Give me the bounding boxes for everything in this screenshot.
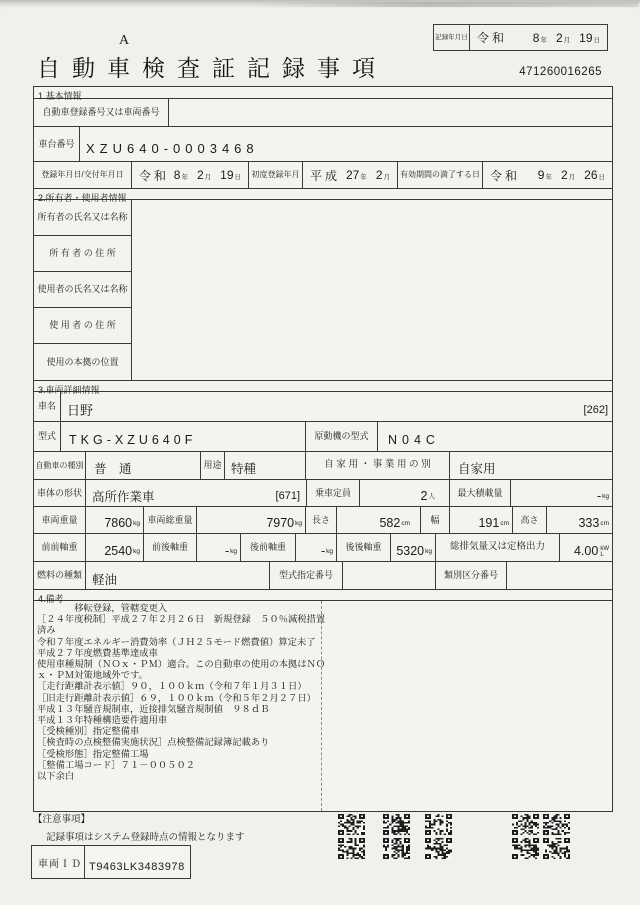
use-label: 用途	[201, 452, 225, 479]
type-approval-label: 型式指定番号	[270, 562, 343, 589]
base-location-label: 使用の本拠の位置	[34, 344, 132, 380]
engine-model-label: 原動機の型式	[306, 422, 378, 451]
vehicle-kind-label: 自動車の種別	[34, 452, 86, 479]
type-approval-value	[343, 562, 436, 589]
remarks-divider	[321, 601, 322, 811]
gross-weight-label: 車両総重量	[144, 507, 197, 533]
remark-line: 以下余白	[37, 771, 75, 782]
qr-code	[543, 814, 570, 835]
weight-row	[34, 507, 612, 534]
width-label: 幅	[421, 507, 450, 533]
owner-address-row	[34, 236, 612, 272]
vehicle-id-label: 車両ＩＤ	[32, 846, 85, 878]
record-date-label: 記録年月日	[434, 25, 470, 50]
axle-ff-value: 2540 kg	[86, 534, 144, 561]
axle-fr-label: 前後軸重	[144, 534, 197, 561]
qr-code	[383, 814, 410, 835]
remark-line: 平成１３年騒音規制車，近接排気騒音規制値 ９８ｄＢ	[37, 703, 270, 714]
dates-row	[34, 162, 612, 188]
expiry-label: 有効期間の満了する日	[398, 162, 483, 188]
user-name-label: 使用者の氏名又は名称	[34, 272, 132, 308]
displacement-value: 4.00 kW L	[573, 544, 609, 558]
main-table	[33, 86, 613, 812]
width-value: 191 cm	[450, 507, 513, 533]
owner-name-value	[132, 200, 612, 236]
remark-line: 移転登録，管轄変更入	[37, 603, 168, 613]
notice-text: 記録事項はシステム登録時点の情報となります	[46, 832, 245, 843]
body-shape-row	[34, 480, 612, 507]
vehicle-weight-value: 7860 kg	[86, 507, 144, 533]
height-label: 高さ	[513, 507, 547, 533]
fuel-row	[34, 562, 612, 589]
class-code-label: 類別区分番号	[436, 562, 507, 589]
owner-name-label: 所有者の氏名又は名称	[34, 200, 132, 236]
chassis-label: 車台番号	[34, 127, 80, 161]
vehicle-kind-value: 普 通	[86, 452, 201, 479]
capacity-value: 2 人	[360, 480, 450, 506]
use-value: 特種	[225, 452, 306, 479]
vehicle-kind-row	[34, 452, 612, 480]
record-date-box	[433, 24, 608, 51]
capacity-label: 乗車定員	[307, 480, 360, 506]
qr-code	[425, 838, 452, 859]
remark-line: 済み	[37, 625, 56, 636]
remarks-box	[34, 601, 612, 811]
remark-line: ［検査時の点検整備実施状況］点検整備記録簿記載あり	[37, 737, 270, 748]
chassis-value: XZU640-0003468	[86, 140, 259, 156]
remark-line: ［走行距離計表示値］９０，１００ｋｍ（令和７年１月３１日）	[37, 681, 307, 692]
scan-artifact	[250, 2, 638, 7]
base-location-row	[34, 344, 612, 380]
remark-line: 平成１３年特種構造要件適用車	[37, 715, 168, 726]
user-name-value	[132, 272, 612, 308]
qr-code	[512, 814, 539, 835]
section3-header: 3.車両詳細情報	[34, 380, 612, 392]
first-reg-value: 平成 27 年 2 月	[303, 162, 398, 188]
base-location-value	[132, 344, 612, 380]
car-name-value: 日野	[67, 403, 94, 418]
qr-code	[338, 838, 365, 859]
remark-line: ［整備工場コード］７１－００５０２	[37, 759, 196, 770]
reg-date-value: 令和 8 年 2 月 19 日	[132, 162, 249, 188]
remark-line: ［受検形態］指定整備工場	[37, 748, 149, 759]
vehicle-id-box	[31, 845, 191, 879]
qr-code	[338, 814, 365, 835]
remark-line: ［２４年度税制］平成２７年２月２６日 新規登録 ５０％減税措置	[37, 614, 326, 625]
owner-address-value	[132, 236, 612, 272]
axle-rf-value: - kg	[296, 534, 337, 561]
user-name-row	[34, 272, 612, 308]
axle-fr-value: - kg	[197, 534, 241, 561]
vehicle-id-value: T9463LK3483978	[89, 861, 185, 873]
document-title: 自動車検査証記録事項	[37, 56, 387, 81]
length-value: 582 cm	[337, 507, 421, 533]
remark-line: 令和７年度エネルギー消費効率（ＪＨ２５モード燃費値）算定未了	[37, 636, 316, 647]
model-label: 型式	[34, 422, 61, 451]
length-label: 長さ	[306, 507, 337, 533]
axle-weight-row	[34, 534, 612, 562]
model-value: TKG-XZU640F	[61, 422, 306, 451]
document-number: 471260016265	[519, 66, 602, 78]
fuel-label: 燃料の種類	[34, 562, 86, 589]
axle-rr-value: 5320 kg	[391, 534, 436, 561]
expiry-value: 令和 9 年 2 月 26 日	[490, 168, 605, 183]
qr-code	[383, 838, 410, 859]
axle-ff-label: 前前軸重	[34, 534, 86, 561]
gross-weight-value: 7970 kg	[197, 507, 306, 533]
remark-line: ［受検種別］指定整備車	[37, 726, 140, 737]
class-code-value	[507, 562, 612, 589]
car-name-row	[34, 392, 612, 422]
body-shape-label: 車体の形状	[34, 480, 86, 506]
body-shape-value: 高所作業車	[92, 489, 155, 504]
displacement-label: 総排気量又は定格出力	[436, 534, 560, 561]
max-load-value: - kg	[596, 489, 609, 503]
private-business-label: 自 家 用 ・ 事 業 用 の 別	[306, 452, 450, 479]
user-address-label: 使 用 者 の 住 所	[34, 308, 132, 344]
axle-rf-label: 後前軸重	[241, 534, 296, 561]
reg-number-label: 自動車登録番号又は車両番号	[34, 99, 169, 126]
model-row	[34, 422, 612, 452]
body-shape-code: [671]	[275, 489, 300, 502]
car-name-code: [262]	[583, 403, 608, 416]
owner-address-label: 所 有 者 の 住 所	[34, 236, 132, 272]
remark-line: 平成２７年度燃費基準達成車	[37, 647, 158, 658]
private-business-value: 自家用	[458, 462, 496, 476]
axle-rr-label: 後後軸重	[337, 534, 391, 561]
remark-line: ｘ・ＰＭ対策地域外です。	[37, 670, 148, 681]
fuel-value: 軽油	[86, 562, 270, 589]
reg-number-value	[169, 99, 612, 126]
engine-model-value: N04C	[388, 432, 440, 447]
section1-header: 1.基本情報	[34, 87, 612, 99]
user-address-row	[34, 308, 612, 344]
qr-code	[425, 814, 452, 835]
height-value: 333 cm	[578, 516, 609, 530]
reg-number-row	[34, 99, 612, 127]
qr-code	[512, 838, 539, 859]
notice-header: 【注意事項】	[33, 814, 91, 825]
first-reg-label: 初度登録年月	[249, 162, 303, 188]
user-address-value	[132, 308, 612, 344]
section2-header: 2.所有者・使用者情報	[34, 188, 612, 200]
vehicle-weight-label: 車両重量	[34, 507, 86, 533]
remark-line: 使用車種規制（ＮＯｘ・ＰＭ）適合。この自動車の使用の本拠はＮＯ	[37, 659, 326, 670]
record-date-value: 令和 8 年 2 月 19 日	[477, 30, 600, 45]
section4-header: 4.備考	[34, 589, 612, 601]
reg-date-label: 登録年月日/交付年月日	[34, 162, 132, 188]
owner-name-row	[34, 200, 612, 236]
car-name-label: 車名	[34, 392, 61, 421]
qr-code	[543, 838, 570, 859]
remark-line: ［旧走行距離計表示値］６９，１００ｋｍ（令和５年２月２７日）	[37, 692, 316, 703]
corner-mark: A	[119, 33, 130, 48]
max-load-label: 最大積載量	[450, 480, 511, 506]
chassis-row	[34, 127, 612, 162]
